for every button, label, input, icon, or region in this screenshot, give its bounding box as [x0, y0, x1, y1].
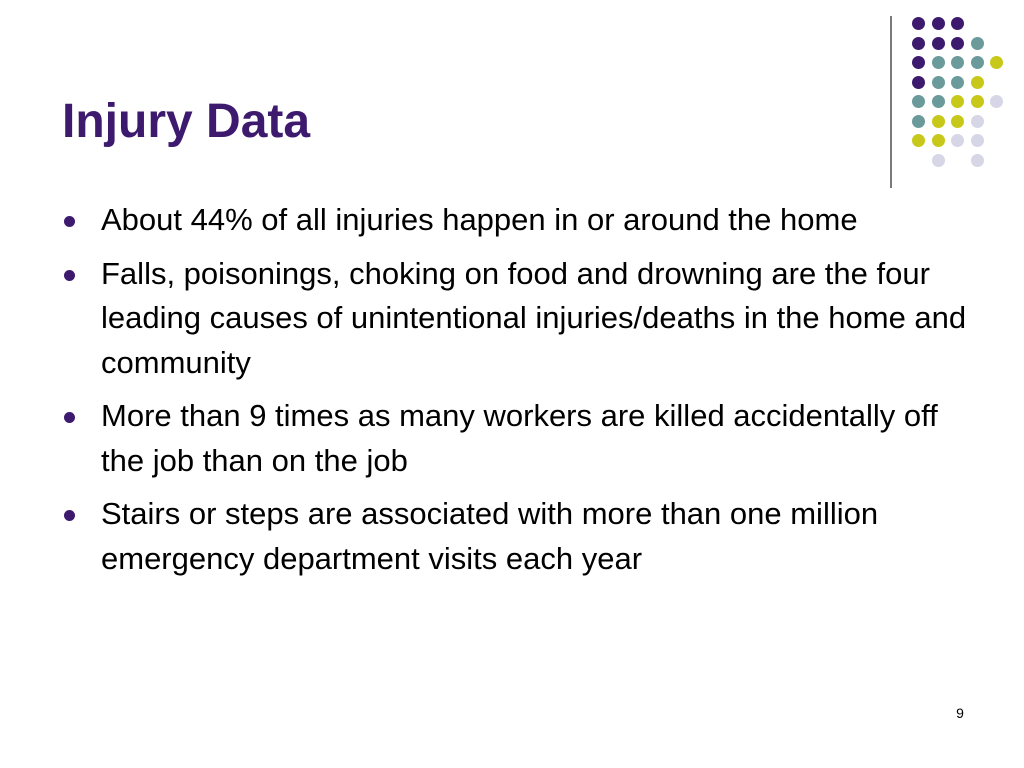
- bullet-text: Falls, poisonings, choking on food and drowning are the four leading causes of unintentional injuries/deaths in the home and community: [101, 255, 967, 380]
- decorative-dot: [971, 95, 984, 108]
- decorative-dot: [932, 95, 945, 108]
- decorative-dot: [990, 56, 1003, 69]
- decorative-dot: [951, 76, 964, 89]
- slide-title: Injury Data: [62, 95, 311, 148]
- decorative-dot: [971, 56, 984, 69]
- bullet-dot-icon: [64, 270, 75, 281]
- bullet-text: About 44% of all injuries happen in or around the home: [101, 202, 858, 237]
- decorative-dot: [932, 17, 945, 30]
- bullet-item: [62, 394, 972, 483]
- decorative-dot: [932, 154, 945, 167]
- decorative-dot: [932, 115, 945, 128]
- decorative-dot: [932, 134, 945, 147]
- bullet-list: [62, 198, 972, 590]
- decorative-dot: [971, 76, 984, 89]
- decorative-dot: [912, 115, 925, 128]
- decorative-dot: [951, 115, 964, 128]
- bullet-dot-icon: [64, 510, 75, 521]
- decorative-dot: [971, 115, 984, 128]
- decorative-dot: [971, 154, 984, 167]
- decorative-dot: [951, 95, 964, 108]
- decorative-dot: [951, 134, 964, 147]
- decorative-dot: [912, 134, 925, 147]
- decorative-dot: [912, 95, 925, 108]
- decorative-dot: [932, 37, 945, 50]
- decorative-dot: [912, 37, 925, 50]
- decorative-dot: [971, 134, 984, 147]
- decorative-dot: [951, 56, 964, 69]
- bullet-text: Stairs or steps are associated with more than one million emergency department visits each year: [101, 496, 879, 576]
- decorative-dot: [912, 76, 925, 89]
- bullet-item: [62, 252, 972, 386]
- decorative-dot: [912, 17, 925, 30]
- vertical-divider: [890, 16, 892, 188]
- bullet-dot-icon: [64, 216, 75, 227]
- bullet-item: [62, 492, 972, 581]
- decorative-dot: [951, 17, 964, 30]
- decorative-dot: [951, 37, 964, 50]
- page-number: 9: [956, 705, 964, 721]
- decorative-dot: [932, 56, 945, 69]
- decorative-dot: [990, 95, 1003, 108]
- bullet-item: [62, 198, 972, 243]
- bullet-dot-icon: [64, 412, 75, 423]
- bullet-text: More than 9 times as many workers are killed accidentally off the job than on the job: [101, 398, 938, 478]
- decorative-dot: [932, 76, 945, 89]
- decorative-dot: [912, 56, 925, 69]
- decorative-dot: [971, 37, 984, 50]
